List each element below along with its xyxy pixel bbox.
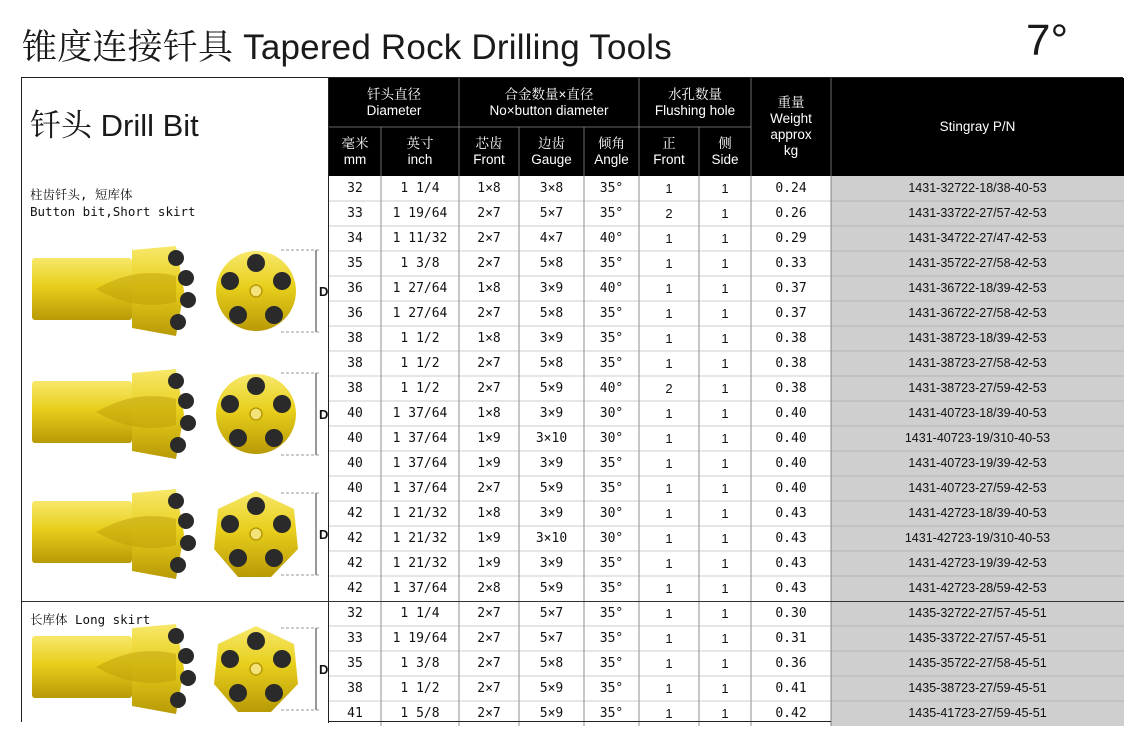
- header-diameter: 钎头直径 Diameter: [366, 86, 422, 118]
- cell-inch: 1 3/8: [400, 256, 440, 271]
- cell-flush-side: 1: [721, 606, 729, 621]
- cell-front: 1×8: [477, 281, 501, 296]
- header-part-number: Stingray P/N: [939, 119, 1016, 134]
- cell-weight: 0.29: [775, 231, 807, 246]
- header-mm: 毫米 mm: [341, 135, 369, 167]
- cell-flush-front: 1: [665, 231, 673, 246]
- header-front: 芯齿 Front: [473, 135, 505, 167]
- cell-mm: 40: [347, 406, 363, 421]
- button-bit-illustration-1: [26, 236, 329, 346]
- cell-inch: 1 27/64: [392, 306, 448, 321]
- cell-front: 1×9: [477, 531, 501, 546]
- cell-weight: 0.43: [775, 556, 807, 571]
- cell-flush-side: 1: [721, 256, 729, 271]
- cell-gauge: 5×8: [539, 356, 564, 371]
- cell-inch: 1 19/64: [392, 631, 448, 646]
- dimension-label: D: [319, 662, 329, 677]
- cell-part-number: 1435-33722-27/57-45-51: [908, 631, 1047, 645]
- cell-flush-side: 1: [721, 456, 729, 471]
- cell-inch: 1 21/32: [392, 556, 448, 571]
- cell-weight: 0.41: [775, 681, 807, 696]
- cell-front: 1×8: [477, 406, 501, 421]
- group-label-en: Button bit,Short skirt: [30, 204, 196, 219]
- cell-front: 2×7: [477, 306, 501, 321]
- cell-gauge: 5×8: [539, 306, 564, 321]
- cell-weight: 0.24: [775, 181, 807, 196]
- cell-weight: 0.38: [775, 331, 807, 346]
- cell-gauge: 5×9: [539, 381, 564, 396]
- cell-flush-front: 1: [665, 556, 673, 571]
- cell-flush-side: 1: [721, 331, 729, 346]
- cell-mm: 35: [347, 256, 363, 271]
- cell-mm: 33: [347, 206, 363, 221]
- cell-flush-front: 1: [665, 681, 673, 696]
- dimension-label: D: [319, 527, 329, 542]
- cell-mm: 36: [347, 281, 363, 296]
- cell-part-number: 1435-35722-27/58-45-51: [908, 656, 1047, 670]
- cell-part-number: 1431-42723-28/59-42-53: [908, 581, 1047, 595]
- cell-inch: 1 21/32: [392, 531, 448, 546]
- cell-inch: 1 27/64: [392, 281, 448, 296]
- cell-part-number: 1435-38723-27/59-45-51: [908, 681, 1047, 695]
- cell-flush-side: 1: [721, 506, 729, 521]
- cell-flush-side: 1: [721, 681, 729, 696]
- cell-angle: 35°: [599, 456, 624, 471]
- section-title: 钎头 Drill Bit: [30, 108, 199, 143]
- cell-weight: 0.30: [775, 606, 807, 621]
- cell-front: 1×9: [477, 431, 501, 446]
- cell-front: 2×7: [477, 356, 501, 371]
- cell-mm: 42: [347, 556, 363, 571]
- cell-angle: 35°: [599, 181, 624, 196]
- header-inch: 英寸 inch: [406, 135, 434, 167]
- cell-front: 2×7: [477, 656, 501, 671]
- cell-front: 1×8: [477, 181, 501, 196]
- cell-flush-front: 1: [665, 356, 673, 371]
- cell-part-number: 1435-32722-27/57-45-51: [908, 606, 1047, 620]
- cell-angle: 40°: [599, 381, 624, 396]
- cell-part-number: 1431-40723-19/310-40-53: [904, 431, 1051, 445]
- table-header: [22, 78, 1122, 176]
- cell-part-number: 1431-33722-27/57-42-53: [908, 206, 1047, 220]
- spec-table: [21, 77, 1123, 722]
- cell-flush-side: 1: [721, 306, 729, 321]
- cell-angle: 30°: [599, 431, 624, 446]
- cell-part-number: 1431-34722-27/47-42-53: [908, 231, 1047, 245]
- cell-flush-front: 2: [665, 206, 673, 221]
- cell-flush-front: 1: [665, 706, 673, 721]
- cell-inch: 1 1/4: [400, 181, 440, 196]
- dimension-label: D: [319, 284, 329, 299]
- cell-angle: 35°: [599, 706, 624, 721]
- cell-front: 2×7: [477, 206, 501, 221]
- cell-gauge: 5×7: [539, 631, 564, 646]
- cell-weight: 0.33: [775, 256, 807, 271]
- cell-angle: 35°: [599, 656, 624, 671]
- cell-mm: 36: [347, 306, 363, 321]
- cell-part-number: 1431-40723-18/39-40-53: [908, 406, 1047, 420]
- cell-angle: 35°: [599, 206, 624, 221]
- cell-gauge: 5×8: [539, 256, 564, 271]
- cell-front: 2×7: [477, 606, 501, 621]
- button-bit-illustration-2: [26, 359, 329, 469]
- cell-part-number: 1435-41723-27/59-45-51: [908, 706, 1047, 720]
- cell-front: 2×7: [477, 706, 501, 721]
- cell-angle: 35°: [599, 256, 624, 271]
- cell-flush-front: 1: [665, 181, 673, 196]
- cell-angle: 40°: [599, 281, 624, 296]
- cell-gauge: 5×9: [539, 681, 564, 696]
- cell-gauge: 3×10: [535, 531, 568, 546]
- header-flush-front: 正 Front: [653, 135, 685, 167]
- cell-gauge: 5×9: [539, 706, 564, 721]
- cell-part-number: 1431-36722-18/39-42-53: [908, 281, 1047, 295]
- cell-flush-front: 1: [665, 406, 673, 421]
- cell-flush-front: 1: [665, 456, 673, 471]
- cell-front: 1×8: [477, 331, 501, 346]
- cell-weight: 0.43: [775, 581, 807, 596]
- cell-weight: 0.40: [775, 456, 807, 471]
- cell-front: 2×8: [477, 581, 501, 596]
- cell-flush-side: 1: [721, 431, 729, 446]
- cell-weight: 0.26: [775, 206, 807, 221]
- cell-mm: 33: [347, 631, 363, 646]
- cell-angle: 35°: [599, 331, 624, 346]
- cell-inch: 1 37/64: [392, 431, 448, 446]
- cell-gauge: 5×7: [539, 206, 564, 221]
- cell-gauge: 4×7: [539, 231, 564, 246]
- cell-front: 1×9: [477, 456, 501, 471]
- cell-angle: 30°: [599, 531, 624, 546]
- cell-gauge: 5×8: [539, 656, 564, 671]
- cell-inch: 1 1/2: [400, 356, 440, 371]
- cell-weight: 0.40: [775, 431, 807, 446]
- header-title-cell: [22, 78, 329, 176]
- cell-part-number: 1431-42723-18/39-40-53: [908, 506, 1047, 520]
- cell-weight: 0.37: [775, 281, 807, 296]
- cell-gauge: 5×7: [539, 606, 564, 621]
- cell-inch: 1 1/2: [400, 331, 440, 346]
- cell-flush-front: 1: [665, 506, 673, 521]
- cell-gauge: 5×9: [539, 581, 564, 596]
- cell-weight: 0.37: [775, 306, 807, 321]
- cell-mm: 42: [347, 581, 363, 596]
- cell-angle: 35°: [599, 306, 624, 321]
- page-title: 锥度连接钎具 Tapered Rock Drilling Tools: [22, 28, 672, 67]
- cell-front: 2×7: [477, 231, 501, 246]
- cell-mm: 38: [347, 381, 363, 396]
- cell-mm: 41: [347, 706, 363, 721]
- cell-weight: 0.42: [775, 706, 807, 721]
- cell-angle: 35°: [599, 556, 624, 571]
- cell-mm: 35: [347, 656, 363, 671]
- group-label-0: [30, 186, 196, 220]
- cell-flush-front: 1: [665, 331, 673, 346]
- cell-part-number: 1431-38723-18/39-42-53: [908, 331, 1047, 345]
- cell-angle: 30°: [599, 506, 624, 521]
- cell-part-number: 1431-32722-18/38-40-53: [908, 181, 1047, 195]
- cell-angle: 35°: [599, 481, 624, 496]
- cell-front: 2×7: [477, 256, 501, 271]
- table-body: [22, 176, 1122, 723]
- header-angle: 倾角 Angle: [594, 135, 629, 167]
- cell-inch: 1 1/2: [400, 681, 440, 696]
- cell-part-number: 1431-40723-27/59-42-53: [908, 481, 1047, 495]
- cell-mm: 32: [347, 181, 363, 196]
- cell-front: 2×7: [477, 481, 501, 496]
- cell-flush-front: 1: [665, 281, 673, 296]
- cell-gauge: 3×9: [539, 456, 564, 471]
- cell-mm: 40: [347, 431, 363, 446]
- cell-inch: 1 3/8: [400, 656, 440, 671]
- cell-inch: 1 1/2: [400, 381, 440, 396]
- cell-flush-front: 2: [665, 381, 673, 396]
- cell-mm: 40: [347, 456, 363, 471]
- cell-inch: 1 37/64: [392, 481, 448, 496]
- dimension-label: D: [319, 407, 329, 422]
- cell-gauge: 3×9: [539, 281, 564, 296]
- cell-inch: 1 21/32: [392, 506, 448, 521]
- cell-flush-front: 1: [665, 606, 673, 621]
- cell-mm: 42: [347, 531, 363, 546]
- cell-part-number: 1431-42723-19/310-40-53: [904, 531, 1051, 545]
- cell-flush-front: 1: [665, 531, 673, 546]
- cell-flush-side: 1: [721, 556, 729, 571]
- cell-flush-side: 1: [721, 656, 729, 671]
- cell-flush-side: 1: [721, 581, 729, 596]
- cell-inch: 1 11/32: [392, 231, 448, 246]
- cell-gauge: 3×10: [535, 431, 568, 446]
- cell-front: 2×7: [477, 631, 501, 646]
- cell-inch: 1 1/4: [400, 606, 440, 621]
- cell-part-number: 1431-38723-27/59-42-53: [908, 381, 1047, 395]
- cell-flush-front: 1: [665, 581, 673, 596]
- cell-flush-side: 1: [721, 281, 729, 296]
- cell-weight: 0.40: [775, 406, 807, 421]
- cell-flush-side: 1: [721, 181, 729, 196]
- cell-weight: 0.36: [775, 656, 807, 671]
- cell-inch: 1 19/64: [392, 206, 448, 221]
- cell-angle: 35°: [599, 356, 624, 371]
- cell-inch: 1 37/64: [392, 456, 448, 471]
- cell-front: 2×7: [477, 681, 501, 696]
- cell-weight: 0.43: [775, 506, 807, 521]
- button-bit-illustration-3: [26, 479, 329, 589]
- cell-flush-side: 1: [721, 631, 729, 646]
- cell-front: 2×7: [477, 381, 501, 396]
- cell-part-number: 1431-36722-27/58-42-53: [908, 306, 1047, 320]
- cell-weight: 0.38: [775, 381, 807, 396]
- cell-weight: 0.40: [775, 481, 807, 496]
- cell-angle: 35°: [599, 631, 624, 646]
- header-flushing: 水孔数量 Flushing hole: [654, 86, 736, 118]
- header-buttons: 合金数量×直径 No×button diameter: [489, 86, 609, 118]
- cell-part-number: 1431-38723-27/58-42-53: [908, 356, 1047, 370]
- cell-angle: 40°: [599, 231, 624, 246]
- long-skirt-bit-illustration: [26, 614, 329, 724]
- cell-part-number: 1431-40723-19/39-42-53: [908, 456, 1047, 470]
- cell-flush-side: 1: [721, 206, 729, 221]
- cell-angle: 35°: [599, 581, 624, 596]
- cell-flush-side: 1: [721, 231, 729, 246]
- header-gauge: 边齿 Gauge: [531, 135, 572, 167]
- cell-front: 1×9: [477, 556, 501, 571]
- cell-gauge: 3×9: [539, 506, 564, 521]
- header-grid-lines: [329, 78, 1124, 176]
- cell-flush-front: 1: [665, 631, 673, 646]
- cell-flush-side: 1: [721, 406, 729, 421]
- cell-inch: 1 5/8: [400, 706, 440, 721]
- header-weight: 重量 Weight approx kg: [770, 95, 812, 158]
- cell-inch: 1 37/64: [392, 406, 448, 421]
- cell-flush-side: 1: [721, 706, 729, 721]
- cell-weight: 0.38: [775, 356, 807, 371]
- cell-gauge: 3×9: [539, 556, 564, 571]
- cell-flush-front: 1: [665, 256, 673, 271]
- cell-weight: 0.31: [775, 631, 807, 646]
- cell-front: 1×8: [477, 506, 501, 521]
- cell-gauge: 5×9: [539, 481, 564, 496]
- cell-mm: 34: [347, 231, 363, 246]
- cell-flush-front: 1: [665, 431, 673, 446]
- cell-angle: 30°: [599, 406, 624, 421]
- cell-flush-side: 1: [721, 531, 729, 546]
- cell-flush-front: 1: [665, 306, 673, 321]
- cell-angle: 35°: [599, 606, 624, 621]
- cell-mm: 32: [347, 606, 363, 621]
- cell-flush-front: 1: [665, 481, 673, 496]
- group-label-cn: 柱齿钎头, 短库体: [30, 187, 133, 202]
- cell-gauge: 3×8: [539, 181, 564, 196]
- header-flush-side: 侧 Side: [711, 135, 739, 167]
- taper-angle-label: 7°: [1026, 16, 1069, 65]
- cell-mm: 38: [347, 356, 363, 371]
- cell-flush-side: 1: [721, 381, 729, 396]
- cell-gauge: 3×9: [539, 331, 564, 346]
- cell-mm: 38: [347, 681, 363, 696]
- cell-flush-side: 1: [721, 481, 729, 496]
- cell-mm: 38: [347, 331, 363, 346]
- cell-flush-front: 1: [665, 656, 673, 671]
- cell-part-number: 1431-42723-19/39-42-53: [908, 556, 1047, 570]
- cell-angle: 35°: [599, 681, 624, 696]
- cell-part-number: 1431-35722-27/58-42-53: [908, 256, 1047, 270]
- cell-mm: 42: [347, 506, 363, 521]
- cell-inch: 1 37/64: [392, 581, 448, 596]
- group-label-cn: 长库体 Long skirt: [30, 612, 151, 627]
- cell-weight: 0.43: [775, 531, 807, 546]
- cell-flush-side: 1: [721, 356, 729, 371]
- cell-mm: 40: [347, 481, 363, 496]
- cell-gauge: 3×9: [539, 406, 564, 421]
